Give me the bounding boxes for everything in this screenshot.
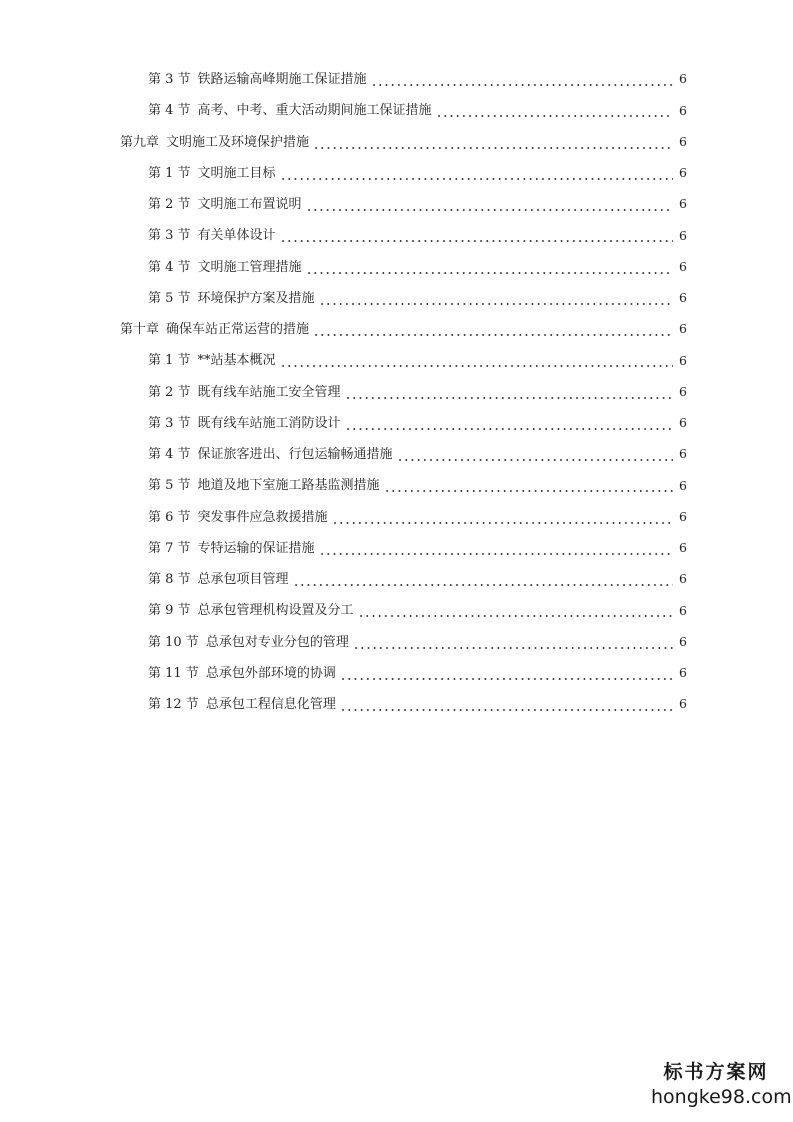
toc-entry-number: 第 12 节 [148,698,206,711]
toc-entry-number: 第 4 节 [148,104,198,117]
dot-leader [280,354,673,367]
watermark-name: 标书方案网 [663,1061,769,1083]
toc-entry-number: 第 5 节 [148,479,198,492]
toc-entry-page: 6 [679,446,687,462]
toc-entry-page: 6 [679,602,687,618]
toc-entry[interactable] [0,158,793,189]
toc-entry-page: 6 [679,321,687,337]
toc-entry-number: 第 10 节 [148,636,206,649]
dot-leader [319,292,673,305]
toc-entry-title: 高考、中考、重大活动期间施工保证措施 [198,104,436,117]
toc-entry-number: 第 2 节 [148,198,198,211]
toc-entry-title: 总承包工程信息化管理 [206,698,340,711]
toc-entry[interactable] [0,345,793,376]
toc-entry-title: 总承包管理机构设置及分工 [198,604,358,617]
dot-leader [384,479,673,492]
dot-leader [306,261,673,274]
toc-entry-title: 既有线车站施工消防设计 [198,417,345,430]
toc-entry-title: 既有线车站施工安全管理 [198,386,345,399]
dot-leader [332,511,673,524]
toc-entry[interactable] [0,658,793,689]
toc-entry[interactable] [0,408,793,439]
toc-entry-number: 第 3 节 [148,73,198,86]
toc-entry-number: 第 3 节 [148,417,198,430]
toc-entry[interactable] [0,439,793,470]
toc-entry-number: 第 3 节 [148,229,198,242]
toc-chapter-entry[interactable] [0,314,793,345]
toc-entry-page: 6 [679,227,687,243]
toc-entry-title: 专特运输的保证措施 [198,542,319,555]
toc-entry-number: 第 1 节 [148,354,198,367]
toc-entry-page: 6 [679,571,687,587]
dot-leader [313,323,673,336]
toc-entry[interactable] [0,533,793,564]
toc-entry[interactable] [0,64,793,95]
toc-entry-page: 6 [679,290,687,306]
dot-leader [340,698,673,711]
toc-entry-page: 6 [679,71,687,87]
dot-leader [397,448,673,461]
toc-entry[interactable] [0,220,793,251]
dot-leader [293,573,673,586]
toc-entry[interactable] [0,627,793,658]
toc-entry-number: 第 8 节 [148,573,198,586]
toc-entry-title: 总承包对专业分包的管理 [206,636,353,649]
toc-entry[interactable] [0,502,793,533]
toc-entry-page: 6 [679,540,687,556]
toc-entry[interactable] [0,595,793,626]
toc-entry[interactable] [0,564,793,595]
toc-entry[interactable] [0,377,793,408]
toc-entry-page: 6 [679,258,687,274]
dot-leader [358,604,673,617]
toc-entry-title: 保证旅客进出、行包运输畅通措施 [198,448,397,461]
toc-entry-number: 第 4 节 [148,261,198,274]
toc-entry-page: 6 [679,477,687,493]
toc-entry-title: 环境保护方案及措施 [198,292,319,305]
toc-entry-page: 6 [679,508,687,524]
toc-entry-page: 6 [679,102,687,118]
toc-entry-page: 6 [679,633,687,649]
toc-entry-number: 第 4 节 [148,448,198,461]
toc-entry-page: 6 [679,165,687,181]
dot-leader [371,73,673,86]
toc-entry-number: 第 1 节 [148,167,198,180]
watermark-url: hongke98.com [651,1086,792,1108]
toc-entry-number: 第 2 节 [148,386,198,399]
toc-entry-title: **站基本概况 [198,354,280,367]
dot-leader [280,229,673,242]
dot-leader [319,542,673,555]
toc-entry-page: 6 [679,665,687,681]
toc-entry-number: 第 6 节 [148,511,198,524]
site-watermark [651,1057,792,1108]
dot-leader [345,417,673,430]
toc-entry[interactable] [0,189,793,220]
toc-entry-number: 第 11 节 [148,667,206,680]
toc-entry-page: 6 [679,415,687,431]
toc-entry[interactable] [0,252,793,283]
dot-leader [436,104,673,117]
toc-entry[interactable] [0,689,793,720]
toc-entry-title: 文明施工布置说明 [198,198,306,211]
toc-entry-page: 6 [679,696,687,712]
toc-entry-title: 确保车站正常运营的措施 [166,323,313,336]
toc-entry-page: 6 [679,383,687,399]
toc-entry-title: 总承包外部环境的协调 [206,667,340,680]
dot-leader [280,167,673,180]
toc-entry-title: 地道及地下室施工路基监测措施 [198,479,384,492]
dot-leader [345,386,673,399]
dot-leader [313,136,673,149]
toc-entry-number: 第 9 节 [148,604,198,617]
toc-entry-title: 突发事件应急救援措施 [198,511,332,524]
toc-entry-title: 文明施工及环境保护措施 [166,136,313,149]
toc-entry-number: 第 7 节 [148,542,198,555]
toc-entry[interactable] [0,470,793,501]
toc-entry-title: 铁路运输高峰期施工保证措施 [198,73,371,86]
toc-entry-title: 文明施工管理措施 [198,261,306,274]
toc-entry[interactable] [0,95,793,126]
dot-leader [340,667,673,680]
toc-entry[interactable] [0,283,793,314]
toc-chapter-entry[interactable] [0,127,793,158]
toc-entry-number: 第 5 节 [148,292,198,305]
toc-entry-page: 6 [679,196,687,212]
table-of-contents [0,64,793,720]
toc-entry-page: 6 [679,133,687,149]
toc-entry-number: 第十章 [120,323,166,336]
toc-entry-title: 总承包项目管理 [198,573,293,586]
dot-leader [306,198,673,211]
toc-entry-title: 文明施工目标 [198,167,280,180]
dot-leader [353,636,673,649]
toc-entry-title: 有关单体设计 [198,229,280,242]
toc-entry-number: 第九章 [120,136,166,149]
toc-entry-page: 6 [679,352,687,368]
